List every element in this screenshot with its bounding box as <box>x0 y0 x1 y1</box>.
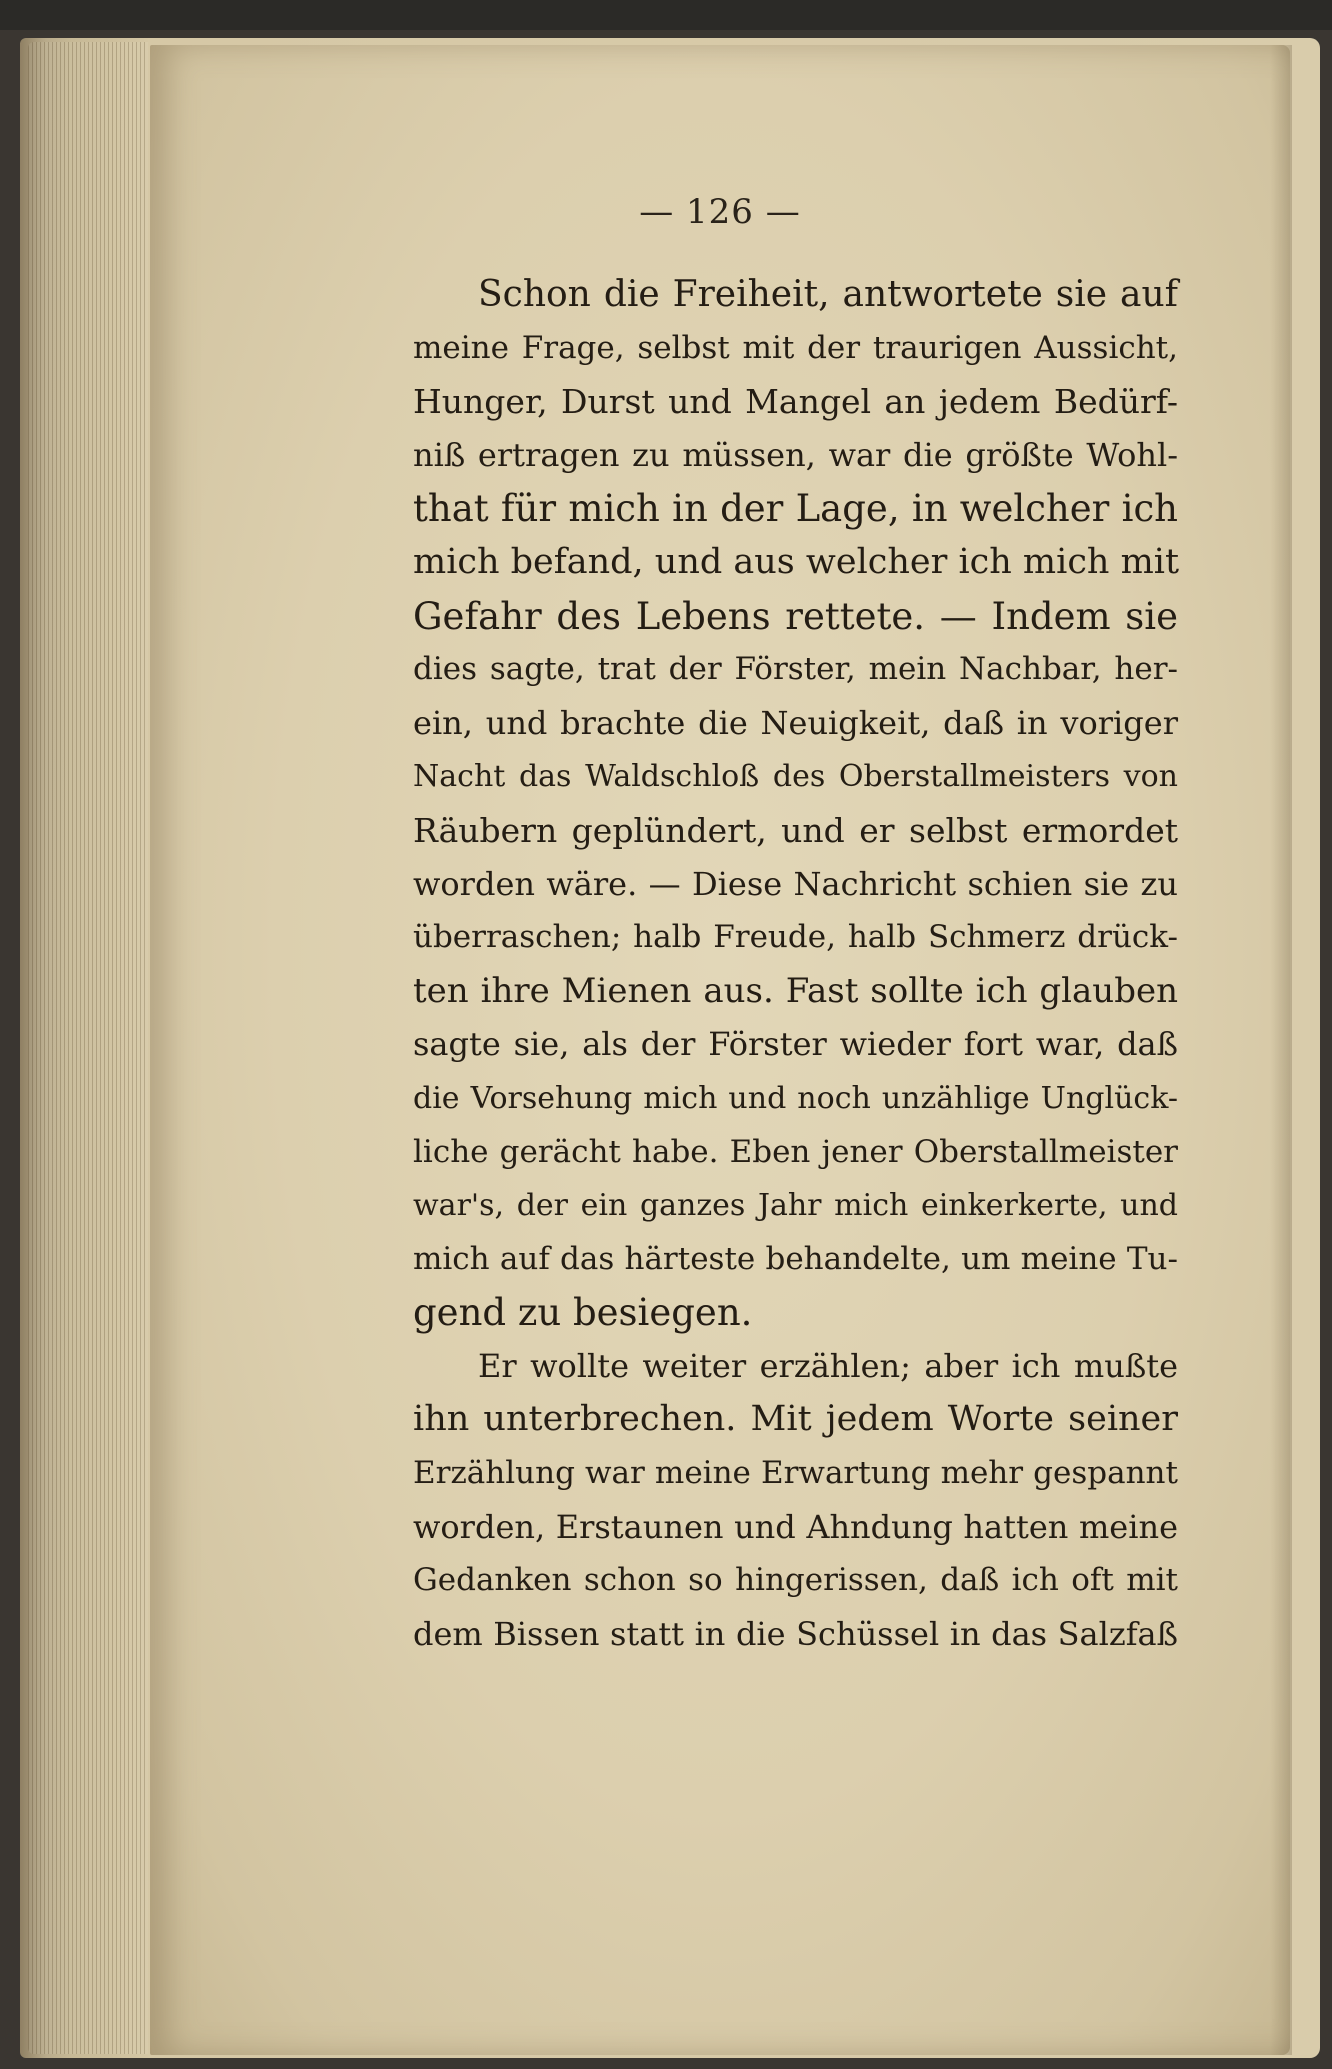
text-line: Gedanken schon so hingerissen, daß ich oft mit <box>413 1562 1178 1599</box>
text-line: dem Bissen statt in die Schüssel in das Salzfaß <box>413 1614 1178 1653</box>
text-line: ten ihre Mienen aus. Fast sollte ich glauben <box>413 970 1178 1011</box>
text-line: Hunger, Durst und Mangel an jedem Bedürf- <box>413 382 1178 422</box>
text-line: ihn unterbrechen. Mit jedem Worte seiner <box>413 1399 1178 1440</box>
text-line: überraschen; halb Freude, halb Schmerz drück- <box>413 919 1178 956</box>
text-line: worden wäre. — Diese Nachricht schien sie zu <box>413 864 1178 903</box>
body-text <box>413 268 1178 1661</box>
text-line: ein, und brachte die Neuigkeit, daß in voriger <box>413 703 1178 742</box>
text-line: gend zu besiegen. <box>413 1291 753 1335</box>
text-line: meine Frage, selbst mit der traurigen Aussicht, <box>413 329 1178 366</box>
text-line: Gefahr des Lebens rettete. — Indem sie <box>413 594 1178 638</box>
text-line: that für mich in der Lage, in welcher ich <box>413 487 1178 531</box>
text-line: war's, der ein ganzes Jahr mich einkerkerte, und <box>413 1188 1178 1224</box>
page-number-header: — 126 — <box>639 192 801 232</box>
text-line: Er wollte weiter erzählen; aber ich mußte <box>478 1346 1178 1385</box>
text-line: mich auf das härteste behandelte, um meine Tu- <box>413 1240 1178 1277</box>
text-line: die Vorsehung mich und noch unzählige Unglück- <box>413 1080 1178 1116</box>
text-line: mich befand, und aus welcher ich mich mit <box>413 541 1180 582</box>
text-line: Schon die Freiheit, antwortete sie auf <box>478 274 1178 315</box>
text-line: dies sagte, trat der Förster, mein Nachbar, her- <box>413 651 1178 688</box>
text-line: worden, Erstaunen und Ahndung hatten meine <box>413 1507 1178 1546</box>
text-line: sagte sie, als der Förster wieder fort war, daß <box>413 1025 1178 1064</box>
text-line: niß ertragen zu müssen, war die größte Wohl- <box>413 435 1178 474</box>
text-line: liche gerächt habe. Eben jener Oberstallmeister <box>413 1133 1178 1170</box>
text-line: Erzählung war meine Erwartung mehr gespannt <box>413 1455 1178 1492</box>
text-line: Räubern geplündert, und er selbst ermordet <box>413 810 1178 850</box>
page-edges <box>28 42 148 2054</box>
text-line: Nacht das Waldschloß des Oberstallmeisters von <box>413 759 1178 795</box>
